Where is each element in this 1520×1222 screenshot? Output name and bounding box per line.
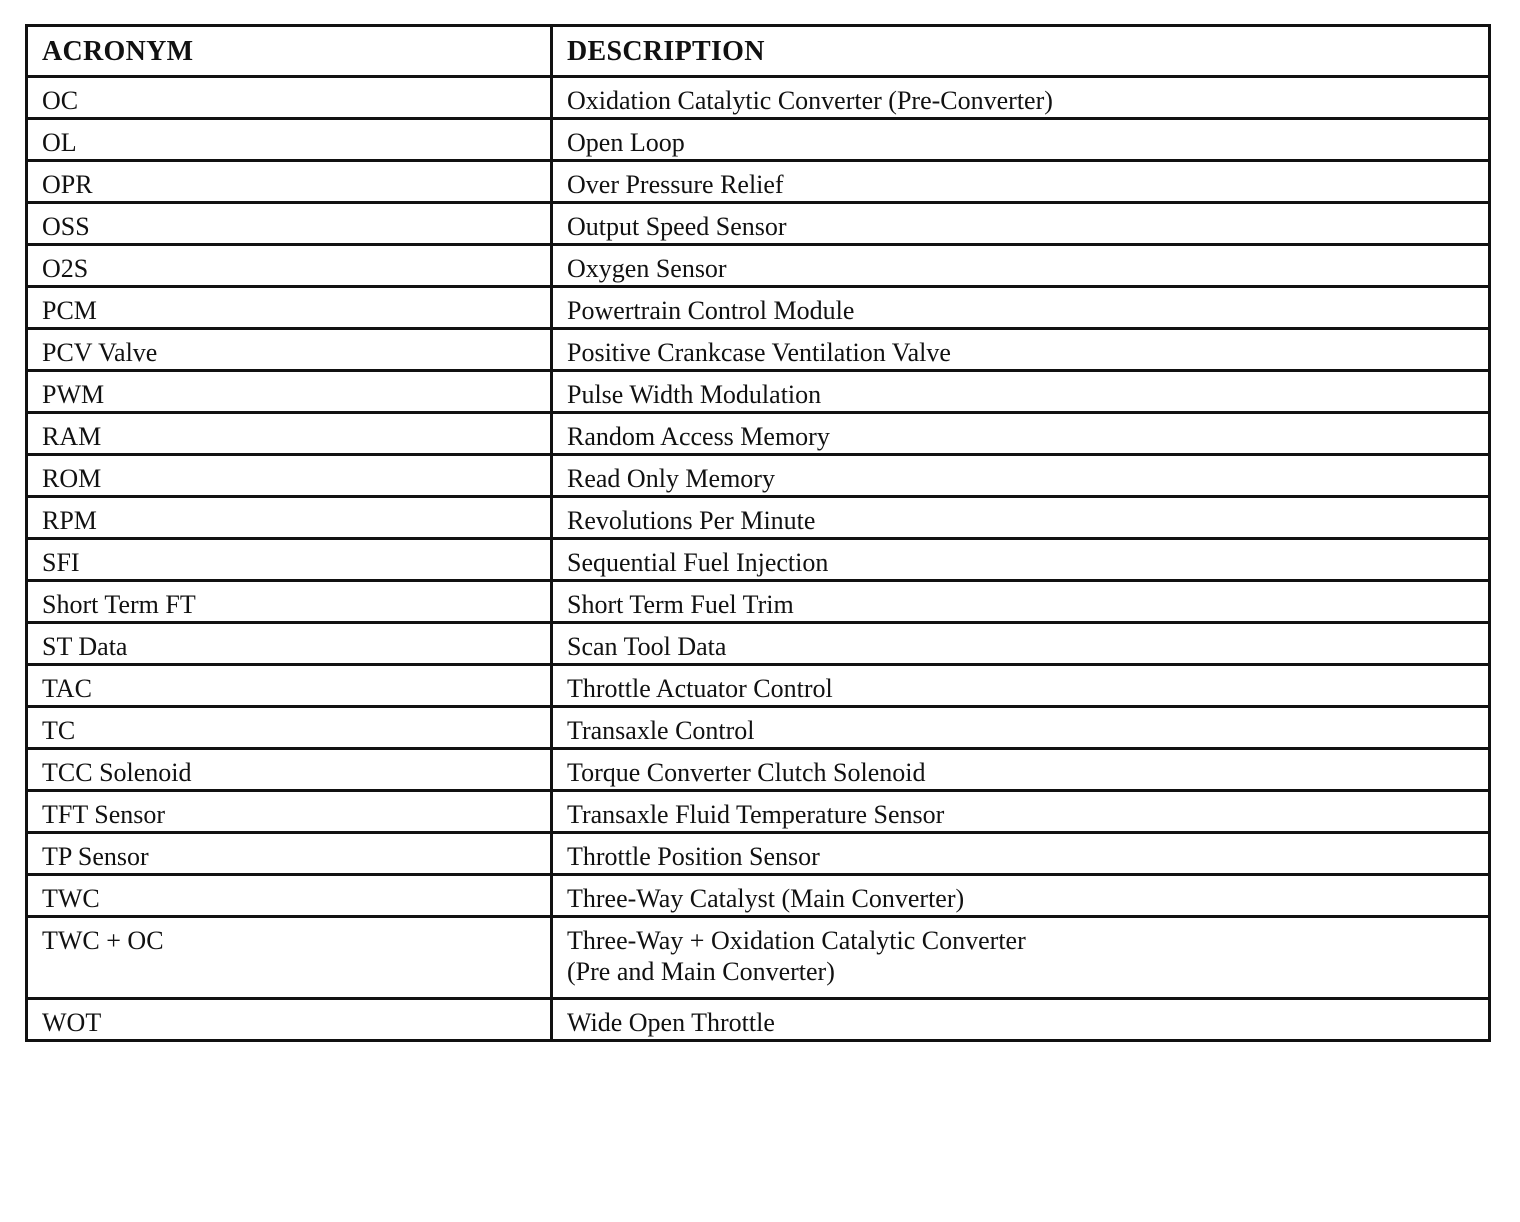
description-cell (552, 707, 1490, 749)
table-row (27, 707, 1490, 749)
description-line: Transaxle Control (567, 716, 755, 745)
description-cell (552, 875, 1490, 917)
description-line: Over Pressure Relief (567, 170, 784, 199)
table-row (27, 791, 1490, 833)
description-cell (552, 833, 1490, 875)
header-row (27, 26, 1490, 77)
acronym-table (25, 24, 1491, 1042)
description-line: Three-Way + Oxidation Catalytic Converter (567, 926, 1026, 955)
description-cell (552, 749, 1490, 791)
table-row (27, 287, 1490, 329)
description-column-header: DESCRIPTION (552, 26, 1490, 77)
acronym-cell: TWC + OC (27, 917, 552, 999)
description-cell (552, 581, 1490, 623)
acronym-cell: Short Term FT (27, 581, 552, 623)
acronym-cell: PCV Valve (27, 329, 552, 371)
description-line: Revolutions Per Minute (567, 506, 816, 535)
description-cell (552, 917, 1490, 999)
description-line: Read Only Memory (567, 464, 775, 493)
acronym-cell: TWC (27, 875, 552, 917)
description-cell (552, 999, 1490, 1041)
acronym-cell: OSS (27, 203, 552, 245)
description-cell (552, 455, 1490, 497)
acronym-cell: RAM (27, 413, 552, 455)
description-cell (552, 77, 1490, 119)
acronym-cell: O2S (27, 245, 552, 287)
acronym-cell: TC (27, 707, 552, 749)
acronym-cell: OPR (27, 161, 552, 203)
acronym-cell: OL (27, 119, 552, 161)
description-line: Wide Open Throttle (567, 1008, 775, 1037)
table-row (27, 665, 1490, 707)
acronym-cell: TFT Sensor (27, 791, 552, 833)
description-line: Open Loop (567, 128, 685, 157)
description-line: Torque Converter Clutch Solenoid (567, 758, 926, 787)
description-line: Sequential Fuel Injection (567, 548, 829, 577)
acronym-cell: ROM (27, 455, 552, 497)
table-header (27, 26, 1490, 77)
table-row (27, 581, 1490, 623)
description-line: Transaxle Fluid Temperature Sensor (567, 800, 945, 829)
acronym-cell: OC (27, 77, 552, 119)
acronym-cell: WOT (27, 999, 552, 1041)
table-row (27, 497, 1490, 539)
table-row (27, 455, 1490, 497)
description-line: Output Speed Sensor (567, 212, 787, 241)
acronym-cell: SFI (27, 539, 552, 581)
description-cell (552, 497, 1490, 539)
table-row (27, 623, 1490, 665)
description-line: Powertrain Control Module (567, 296, 855, 325)
acronym-cell: ST Data (27, 623, 552, 665)
description-line: Three-Way Catalyst (Main Converter) (567, 884, 965, 913)
description-line: (Pre and Main Converter) (567, 957, 835, 986)
acronym-cell: PWM (27, 371, 552, 413)
table-row (27, 539, 1490, 581)
table-row (27, 119, 1490, 161)
table-row (27, 245, 1490, 287)
table-row (27, 875, 1490, 917)
description-line: Oxygen Sensor (567, 254, 727, 283)
acronym-cell: TAC (27, 665, 552, 707)
description-line: Random Access Memory (567, 422, 830, 451)
description-line: Throttle Position Sensor (567, 842, 820, 871)
description-cell (552, 287, 1490, 329)
acronym-cell: TP Sensor (27, 833, 552, 875)
description-cell (552, 665, 1490, 707)
description-cell (552, 623, 1490, 665)
description-cell (552, 539, 1490, 581)
table-body (27, 77, 1490, 1041)
acronym-cell: TCC Solenoid (27, 749, 552, 791)
description-cell (552, 161, 1490, 203)
description-cell (552, 791, 1490, 833)
description-cell (552, 119, 1490, 161)
description-cell (552, 371, 1490, 413)
table-row (27, 833, 1490, 875)
description-line: Short Term Fuel Trim (567, 590, 794, 619)
acronym-column-header: ACRONYM (27, 26, 552, 77)
description-cell (552, 329, 1490, 371)
acronym-cell: RPM (27, 497, 552, 539)
description-cell (552, 245, 1490, 287)
description-cell (552, 413, 1490, 455)
description-line: Positive Crankcase Ventilation Valve (567, 338, 951, 367)
description-line: Oxidation Catalytic Converter (Pre-Converter) (567, 86, 1053, 115)
table-row (27, 329, 1490, 371)
table-row (27, 203, 1490, 245)
description-line: Scan Tool Data (567, 632, 727, 661)
table-row (27, 77, 1490, 119)
description-line: Pulse Width Modulation (567, 380, 822, 409)
acronym-cell: PCM (27, 287, 552, 329)
table-row (27, 749, 1490, 791)
table-row (27, 917, 1490, 999)
table-row (27, 999, 1490, 1041)
table-row (27, 161, 1490, 203)
table-row (27, 371, 1490, 413)
description-line: Throttle Actuator Control (567, 674, 833, 703)
description-cell (552, 203, 1490, 245)
table-row (27, 413, 1490, 455)
